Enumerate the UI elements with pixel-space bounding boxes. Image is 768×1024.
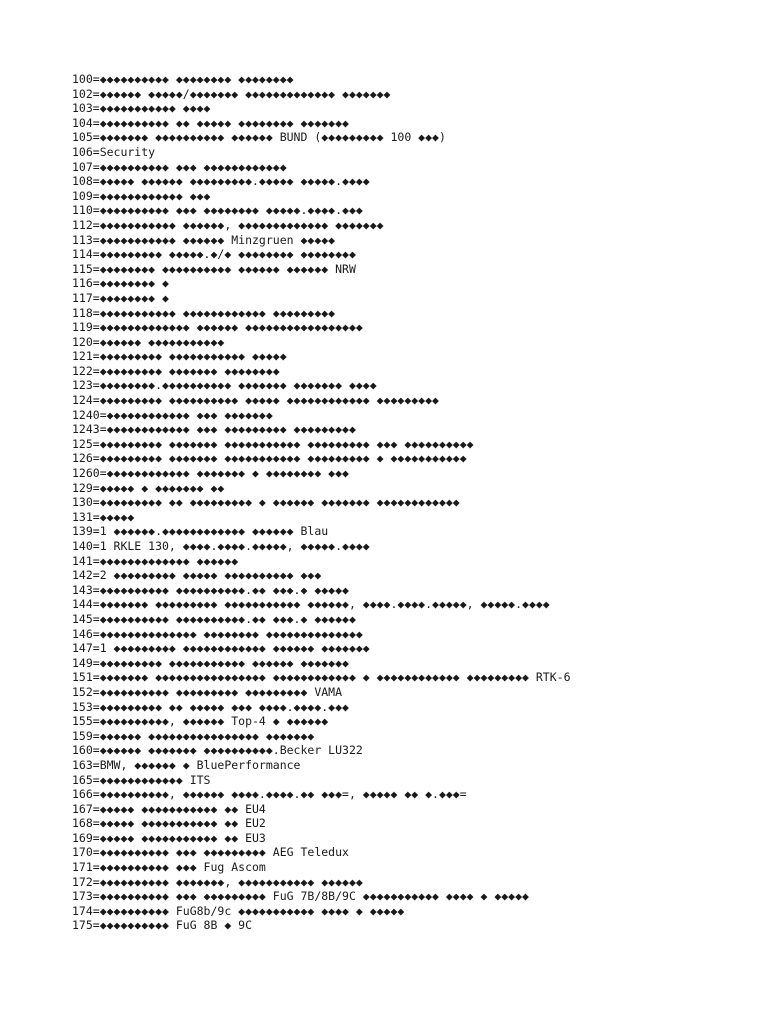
text-line: 139=1 ◆◆◆◆◆◆.◆◆◆◆◆◆◆◆◆◆◆◆ ◆◆◆◆◆◆ Blau (72, 524, 329, 539)
text-line: 112=◆◆◆◆◆◆◆◆◆◆◆ ◆◆◆◆◆◆, ◆◆◆◆◆◆◆◆◆◆◆◆◆ ◆◆◆◆◆◆◆ (72, 217, 384, 232)
text-line: 116=◆◆◆◆◆◆◆◆ ◆ (72, 276, 169, 291)
text-line: 1260=◆◆◆◆◆◆◆◆◆◆◆◆ ◆◆◆◆◆◆◆ ◆ ◆◆◆◆◆◆◆◆ ◆◆◆ (72, 466, 349, 481)
text-line: 109=◆◆◆◆◆◆◆◆◆◆◆◆ ◆◆◆ (72, 188, 211, 203)
text-line: 149=◆◆◆◆◆◆◆◆◆ ◆◆◆◆◆◆◆◆◆◆◆ ◆◆◆◆◆◆ ◆◆◆◆◆◆◆ (72, 655, 349, 670)
text-line: 121=◆◆◆◆◆◆◆◆◆ ◆◆◆◆◆◆◆◆◆◆◆ ◆◆◆◆◆ (72, 349, 287, 364)
text-line: 147=1 ◆◆◆◆◆◆◆◆◆ ◆◆◆◆◆◆◆◆◆◆◆◆ ◆◆◆◆◆◆ ◆◆◆◆◆◆◆ (72, 641, 370, 656)
text-line: 130=◆◆◆◆◆◆◆◆◆ ◆◆ ◆◆◆◆◆◆◆◆◆ ◆ ◆◆◆◆◆◆ ◆◆◆◆◆◆◆ ◆◆◆◆◆◆◆◆◆◆◆◆ (72, 495, 460, 510)
text-line: 160=◆◆◆◆◆◆ ◆◆◆◆◆◆◆ ◆◆◆◆◆◆◆◆◆◆.Becker LU322 (72, 743, 363, 758)
text-line: 108=◆◆◆◆◆ ◆◆◆◆◆◆ ◆◆◆◆◆◆◆◆◆.◆◆◆◆◆ ◆◆◆◆◆.◆◆◆◆ (72, 174, 370, 189)
text-line: 120=◆◆◆◆◆◆ ◆◆◆◆◆◆◆◆◆◆◆ (72, 334, 225, 349)
text-line: 113=◆◆◆◆◆◆◆◆◆◆◆ ◆◆◆◆◆◆ Minzgruen ◆◆◆◆◆ (72, 232, 336, 247)
text-line: 105=◆◆◆◆◆◆◆ ◆◆◆◆◆◆◆◆◆◆ ◆◆◆◆◆◆ BUND (◆◆◆◆◆◆◆◆◆ 100 ◆◆◆) (72, 130, 446, 145)
text-line: 1240=◆◆◆◆◆◆◆◆◆◆◆◆ ◆◆◆ ◆◆◆◆◆◆◆ (72, 407, 273, 422)
text-line: 106=Security (72, 144, 156, 159)
text-listing (72, 72, 752, 933)
text-line: 142=2 ◆◆◆◆◆◆◆◆◆ ◆◆◆◆◆ ◆◆◆◆◆◆◆◆◆◆ ◆◆◆ (72, 568, 322, 583)
text-line: 141=◆◆◆◆◆◆◆◆◆◆◆◆◆ ◆◆◆◆◆◆ (72, 553, 239, 568)
text-line: 131=◆◆◆◆◆ (72, 509, 135, 524)
text-line: 125=◆◆◆◆◆◆◆◆◆ ◆◆◆◆◆◆◆ ◆◆◆◆◆◆◆◆◆◆◆ ◆◆◆◆◆◆◆◆◆ ◆◆◆ ◆◆◆◆◆◆◆◆◆◆ (72, 436, 474, 451)
text-line: 126=◆◆◆◆◆◆◆◆◆ ◆◆◆◆◆◆◆ ◆◆◆◆◆◆◆◆◆◆◆ ◆◆◆◆◆◆◆◆◆ ◆ ◆◆◆◆◆◆◆◆◆◆◆ (72, 451, 467, 466)
text-line: 174=◆◆◆◆◆◆◆◆◆◆ FuG8b/9c ◆◆◆◆◆◆◆◆◆◆◆ ◆◆◆◆ ◆ ◆◆◆◆◆ (72, 903, 405, 918)
text-line: 140=1 RKLE 130, ◆◆◆◆.◆◆◆◆.◆◆◆◆◆, ◆◆◆◆◆.◆◆◆◆ (72, 539, 370, 553)
text-line: 171=◆◆◆◆◆◆◆◆◆◆ ◆◆◆ Fug Ascom (72, 860, 266, 875)
text-line: 143=◆◆◆◆◆◆◆◆◆◆ ◆◆◆◆◆◆◆◆◆◆.◆◆ ◆◆◆.◆ ◆◆◆◆◆ (72, 582, 349, 597)
text-line: 172=◆◆◆◆◆◆◆◆◆◆ ◆◆◆◆◆◆◆, ◆◆◆◆◆◆◆◆◆◆◆ ◆◆◆◆◆◆ (72, 874, 363, 889)
text-line: 110=◆◆◆◆◆◆◆◆◆◆ ◆◆◆ ◆◆◆◆◆◆◆◆ ◆◆◆◆◆.◆◆◆◆.◆◆◆ (72, 203, 363, 218)
text-line: 170=◆◆◆◆◆◆◆◆◆◆ ◆◆◆ ◆◆◆◆◆◆◆◆◆ AEG Teledux (72, 845, 349, 860)
text-line: 151=◆◆◆◆◆◆◆ ◆◆◆◆◆◆◆◆◆◆◆◆◆◆◆◆ ◆◆◆◆◆◆◆◆◆◆◆◆ ◆ ◆◆◆◆◆◆◆◆◆◆◆◆ ◆◆◆◆◆◆◆◆◆ RTK-6 (72, 670, 571, 685)
text-line: 123=◆◆◆◆◆◆◆◆.◆◆◆◆◆◆◆◆◆◆ ◆◆◆◆◆◆◆ ◆◆◆◆◆◆◆ ◆◆◆◆ (72, 378, 377, 393)
text-line: 163=BMW, ◆◆◆◆◆◆ ◆ BluePerformance (72, 757, 301, 772)
text-line: 175=◆◆◆◆◆◆◆◆◆◆ FuG 8B ◆ 9C (72, 918, 253, 933)
text-line: 129=◆◆◆◆◆ ◆ ◆◆◆◆◆◆◆ ◆◆ (72, 480, 225, 495)
text-line: 169=◆◆◆◆◆ ◆◆◆◆◆◆◆◆◆◆◆ ◆◆ EU3 (72, 830, 266, 845)
text-line: 103=◆◆◆◆◆◆◆◆◆◆◆ ◆◆◆◆ (72, 101, 211, 116)
text-line: 165=◆◆◆◆◆◆◆◆◆◆◆◆ ITS (72, 772, 211, 787)
text-line: 107=◆◆◆◆◆◆◆◆◆◆ ◆◆◆ ◆◆◆◆◆◆◆◆◆◆◆◆ (72, 159, 287, 174)
text-line: 119=◆◆◆◆◆◆◆◆◆◆◆◆◆ ◆◆◆◆◆◆ ◆◆◆◆◆◆◆◆◆◆◆◆◆◆◆◆◆ (72, 320, 363, 335)
text-line: 122=◆◆◆◆◆◆◆◆◆ ◆◆◆◆◆◆◆ ◆◆◆◆◆◆◆◆ (72, 363, 280, 378)
text-line: 168=◆◆◆◆◆ ◆◆◆◆◆◆◆◆◆◆◆ ◆◆ EU2 (72, 816, 266, 831)
text-line: 159=◆◆◆◆◆◆ ◆◆◆◆◆◆◆◆◆◆◆◆◆◆◆◆ ◆◆◆◆◆◆◆ (72, 728, 315, 743)
text-line: 152=◆◆◆◆◆◆◆◆◆◆ ◆◆◆◆◆◆◆◆◆ ◆◆◆◆◆◆◆◆◆ VAMA (72, 684, 343, 699)
text-line: 102=◆◆◆◆◆◆ ◆◆◆◆◆/◆◆◆◆◆◆◆ ◆◆◆◆◆◆◆◆◆◆◆◆◆ ◆◆◆◆◆◆◆ (72, 86, 391, 101)
text-line: 173=◆◆◆◆◆◆◆◆◆◆ ◆◆◆ ◆◆◆◆◆◆◆◆◆ FuG 7B/8B/9C ◆◆◆◆◆◆◆◆◆◆◆ ◆◆◆◆ ◆ ◆◆◆◆◆ (72, 889, 529, 904)
text-line: 153=◆◆◆◆◆◆◆◆◆ ◆◆ ◆◆◆◆◆ ◆◆◆ ◆◆◆◆.◆◆◆◆.◆◆◆ (72, 699, 349, 714)
text-line: 155=◆◆◆◆◆◆◆◆◆◆, ◆◆◆◆◆◆ Top-4 ◆ ◆◆◆◆◆◆ (72, 714, 329, 729)
text-line: 124=◆◆◆◆◆◆◆◆◆ ◆◆◆◆◆◆◆◆◆◆ ◆◆◆◆◆ ◆◆◆◆◆◆◆◆◆◆◆◆ ◆◆◆◆◆◆◆◆◆ (72, 393, 439, 408)
text-line: 1243=◆◆◆◆◆◆◆◆◆◆◆◆ ◆◆◆ ◆◆◆◆◆◆◆◆◆ ◆◆◆◆◆◆◆◆◆ (72, 422, 356, 437)
text-line: 104=◆◆◆◆◆◆◆◆◆◆ ◆◆ ◆◆◆◆◆ ◆◆◆◆◆◆◆◆ ◆◆◆◆◆◆◆ (72, 115, 349, 130)
text-line: 166=◆◆◆◆◆◆◆◆◆◆, ◆◆◆◆◆◆ ◆◆◆◆.◆◆◆◆.◆◆ ◆◆◆=, ◆◆◆◆◆ ◆◆ ◆.◆◆◆= (72, 787, 467, 802)
text-line: 100=◆◆◆◆◆◆◆◆◆◆ ◆◆◆◆◆◆◆◆ ◆◆◆◆◆◆◆◆ (72, 72, 294, 86)
text-line: 145=◆◆◆◆◆◆◆◆◆◆ ◆◆◆◆◆◆◆◆◆◆.◆◆ ◆◆◆.◆ ◆◆◆◆◆◆ (72, 611, 356, 626)
text-line: 146=◆◆◆◆◆◆◆◆◆◆◆◆◆◆ ◆◆◆◆◆◆◆◆ ◆◆◆◆◆◆◆◆◆◆◆◆◆◆ (72, 626, 363, 641)
text-line: 117=◆◆◆◆◆◆◆◆ ◆ (72, 290, 169, 305)
text-line: 114=◆◆◆◆◆◆◆◆◆ ◆◆◆◆◆.◆/◆ ◆◆◆◆◆◆◆◆ ◆◆◆◆◆◆◆◆ (72, 247, 356, 262)
text-line: 118=◆◆◆◆◆◆◆◆◆◆◆ ◆◆◆◆◆◆◆◆◆◆◆◆ ◆◆◆◆◆◆◆◆◆ (72, 305, 336, 320)
text-line: 144=◆◆◆◆◆◆◆ ◆◆◆◆◆◆◆◆◆ ◆◆◆◆◆◆◆◆◆◆◆ ◆◆◆◆◆◆, ◆◆◆◆.◆◆◆◆.◆◆◆◆◆, ◆◆◆◆◆.◆◆◆◆ (72, 597, 550, 612)
text-line: 167=◆◆◆◆◆ ◆◆◆◆◆◆◆◆◆◆◆ ◆◆ EU4 (72, 801, 266, 816)
text-line: 115=◆◆◆◆◆◆◆◆ ◆◆◆◆◆◆◆◆◆◆ ◆◆◆◆◆◆ ◆◆◆◆◆◆ NRW (72, 261, 356, 276)
